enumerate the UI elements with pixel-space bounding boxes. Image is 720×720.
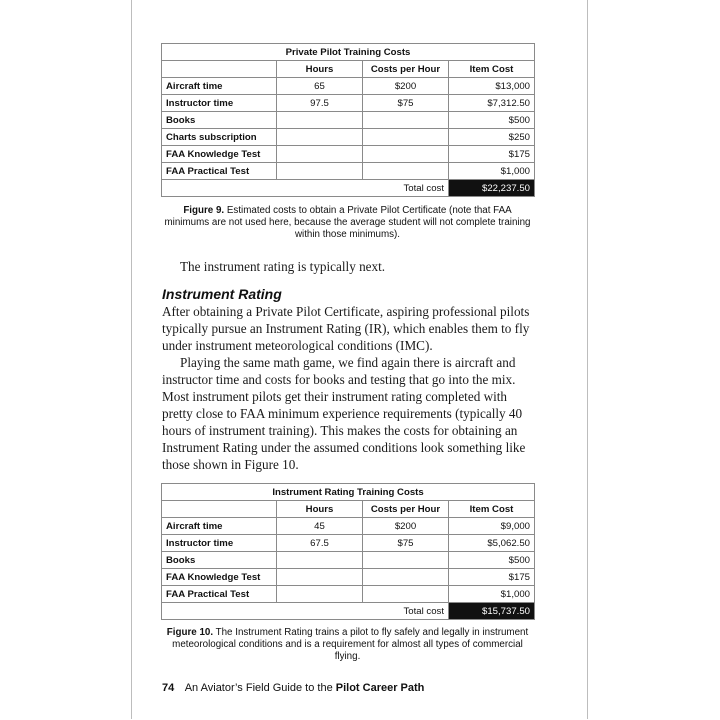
cell-cost: $9,000	[449, 518, 535, 535]
cell-cost: $13,000	[449, 78, 535, 95]
cell-hours	[277, 569, 363, 586]
cell-rate: $75	[363, 95, 449, 112]
paragraph: After obtaining a Private Pilot Certificate, aspiring professional pilots typically pursue an Instrument Rating (IR), which enables them to fly under instrument meteorological conditions (IMC).	[162, 304, 530, 353]
cell-rate	[363, 552, 449, 569]
private-pilot-costs-table	[161, 43, 535, 197]
cell-rate: $200	[363, 78, 449, 95]
figure-label: Figure 10.	[166, 627, 214, 638]
header-hours: Hours	[277, 501, 363, 518]
figure-9-caption	[161, 205, 534, 241]
cell-hours	[277, 129, 363, 146]
row-label: FAA Practical Test	[162, 586, 277, 603]
total-label: Total cost	[162, 603, 449, 620]
cell-hours: 65	[277, 78, 363, 95]
cell-cost: $500	[449, 552, 535, 569]
table-title: Private Pilot Training Costs	[162, 44, 535, 61]
row-label: FAA Practical Test	[162, 163, 277, 180]
header-rate: Costs per Hour	[363, 61, 449, 78]
row-label: Aircraft time	[162, 518, 277, 535]
table-row	[162, 569, 535, 586]
table-row	[162, 552, 535, 569]
book-title-prefix: An Aviator’s Field Guide to the	[184, 682, 333, 694]
cell-rate: $200	[363, 518, 449, 535]
caption-text: The Instrument Rating trains a pilot to fly safely and legally in instrument meteorological conditions and is a requirement for almost all types of commercial flying.	[172, 627, 529, 662]
total-row	[162, 603, 535, 620]
table-title: Instrument Rating Training Costs	[162, 484, 535, 501]
cell-cost: $1,000	[449, 586, 535, 603]
cell-rate	[363, 129, 449, 146]
row-label: Instructor time	[162, 95, 277, 112]
cell-rate	[363, 586, 449, 603]
total-value: $22,237.50	[449, 180, 535, 197]
cell-cost: $250	[449, 129, 535, 146]
table-row	[162, 129, 535, 146]
total-row	[162, 180, 535, 197]
table-row	[162, 146, 535, 163]
cell-hours	[277, 112, 363, 129]
cell-cost: $175	[449, 569, 535, 586]
row-label: Instructor time	[162, 535, 277, 552]
book-title-bold: Pilot Career Path	[335, 682, 425, 694]
cell-hours: 97.5	[277, 95, 363, 112]
table-row	[162, 163, 535, 180]
row-label: Aircraft time	[162, 78, 277, 95]
section-heading: Instrument Rating	[162, 286, 282, 302]
cell-rate	[363, 112, 449, 129]
cell-rate	[363, 569, 449, 586]
table-row	[162, 78, 535, 95]
table-row	[162, 518, 535, 535]
cell-hours	[277, 163, 363, 180]
cell-hours: 67.5	[277, 535, 363, 552]
row-label: Books	[162, 112, 277, 129]
cell-hours	[277, 552, 363, 569]
cell-hours	[277, 586, 363, 603]
header-cost: Item Cost	[449, 61, 535, 78]
total-value: $15,737.50	[449, 603, 535, 620]
row-label: Charts subscription	[162, 129, 277, 146]
figure-label: Figure 9.	[183, 205, 225, 216]
header-cost: Item Cost	[449, 501, 535, 518]
caption-text: Estimated costs to obtain a Private Pilot Certificate (note that FAA minimums are not used here, because the average student will not complete training within those minimums).	[164, 205, 531, 240]
cell-rate: $75	[363, 535, 449, 552]
row-label: Books	[162, 552, 277, 569]
cell-cost: $7,312.50	[449, 95, 535, 112]
cell-rate	[363, 163, 449, 180]
header-rate: Costs per Hour	[363, 501, 449, 518]
figure-10-caption	[161, 627, 534, 663]
total-label: Total cost	[162, 180, 449, 197]
table-row	[162, 586, 535, 603]
page-footer	[162, 682, 424, 694]
paragraph: Playing the same math game, we find again there is aircraft and instructor time and costs for books and testing that go into the mix. Most instrument pilots get their instrument rating completed with pretty close to FAA minimum experience requirements (typically 40 hours of instrument training). This makes the costs for obtaining an Instrument Rating under the assumed conditions look something like those shown in Figure 10.	[162, 355, 526, 472]
cell-cost: $1,000	[449, 163, 535, 180]
table-row	[162, 112, 535, 129]
instrument-rating-costs-table	[161, 483, 535, 620]
intro-paragraph: The instrument rating is typically next.	[180, 259, 386, 274]
cell-hours: 45	[277, 518, 363, 535]
header-blank	[162, 501, 277, 518]
page-number: 74	[162, 682, 175, 694]
cell-hours	[277, 146, 363, 163]
row-label: FAA Knowledge Test	[162, 569, 277, 586]
cell-cost: $175	[449, 146, 535, 163]
header-hours: Hours	[277, 61, 363, 78]
header-blank	[162, 61, 277, 78]
cell-cost: $500	[449, 112, 535, 129]
table-row	[162, 95, 535, 112]
row-label: FAA Knowledge Test	[162, 146, 277, 163]
cell-cost: $5,062.50	[449, 535, 535, 552]
cell-rate	[363, 146, 449, 163]
table-row	[162, 535, 535, 552]
